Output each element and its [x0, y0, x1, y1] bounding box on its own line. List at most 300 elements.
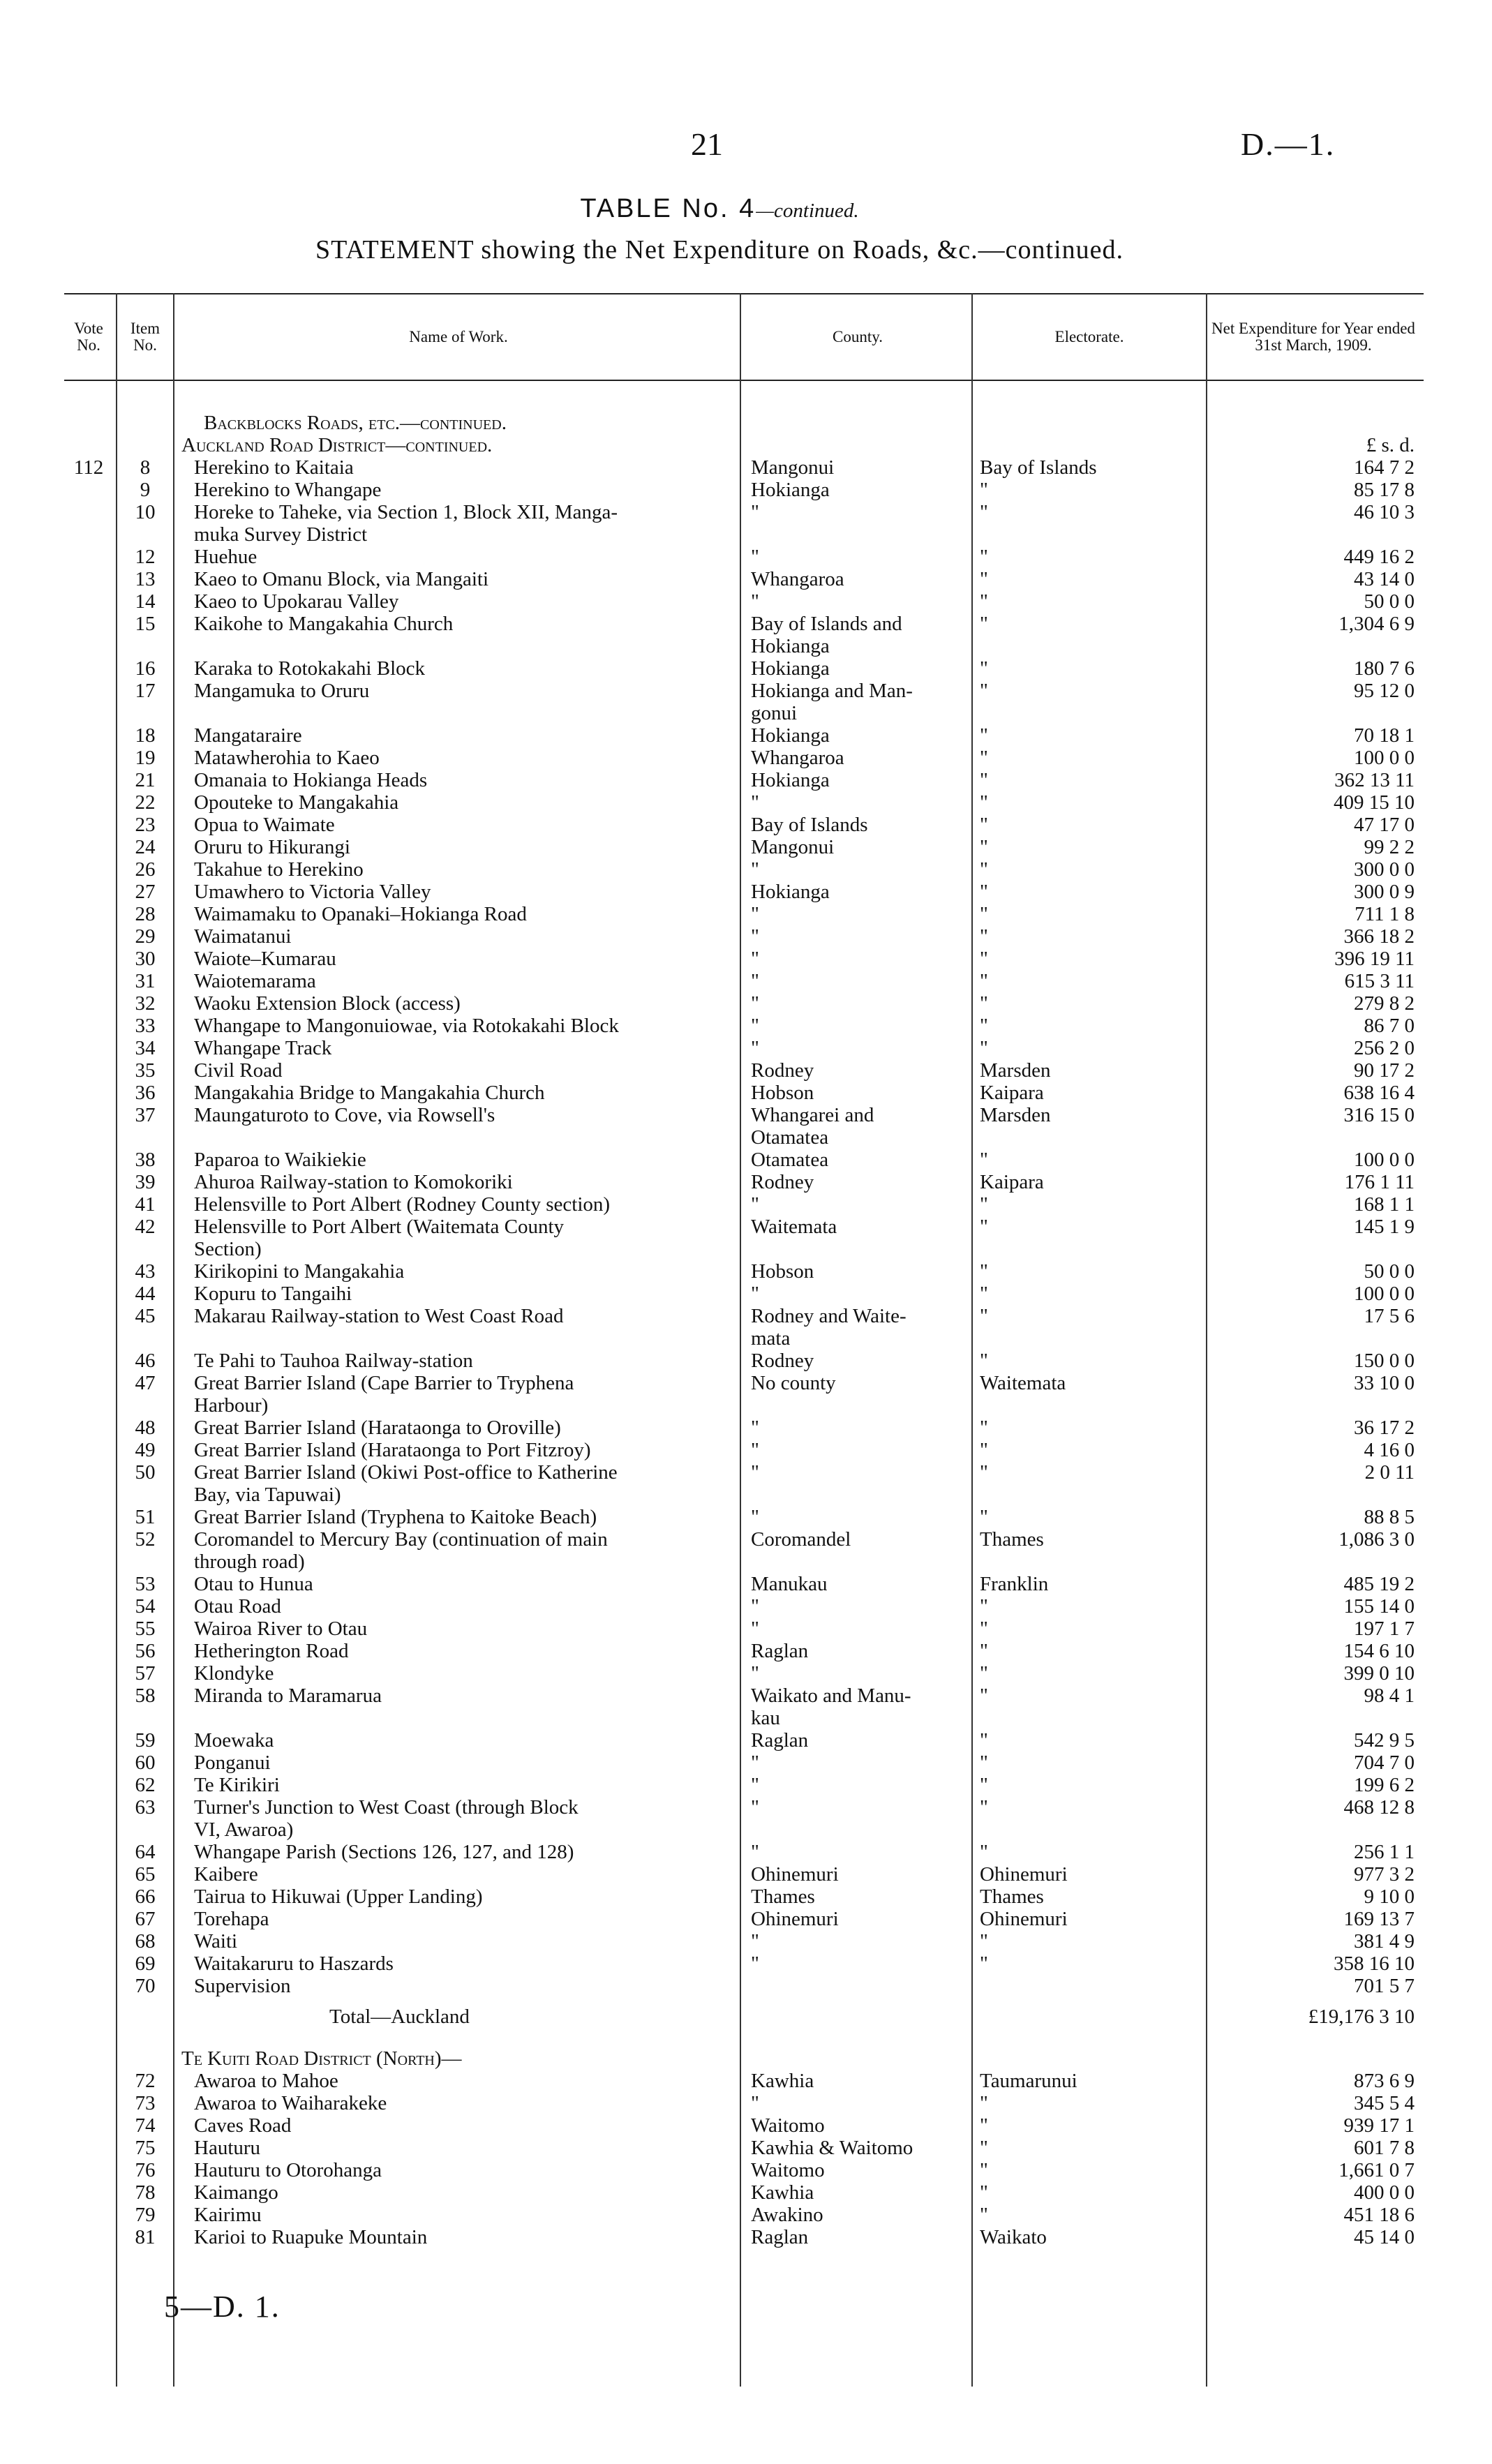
cell-name: Great Barrier Island (Cape Barrier to Tryphena	[194, 1372, 574, 1394]
cell-county: "	[751, 948, 759, 970]
cell-name: Herekino to Whangape	[194, 479, 382, 501]
cell-amount: 150 0 0	[1354, 1350, 1415, 1372]
cell-county: "	[751, 1417, 759, 1439]
cell-electorate: Thames	[980, 1886, 1044, 1908]
table-row	[64, 523, 1424, 546]
cell-amount: 17 5 6	[1364, 1305, 1415, 1327]
cell-item: 70	[135, 1975, 156, 1997]
table-row	[64, 858, 1424, 881]
table-row	[64, 1506, 1424, 1528]
cell-item: 43	[135, 1260, 156, 1283]
cell-item: 37	[135, 1104, 156, 1126]
cell-amount: 1,304 6 9	[1338, 613, 1415, 635]
table-header	[64, 293, 1424, 381]
cell-electorate: "	[980, 1752, 988, 1774]
section-heading-tekuiti: Te Kuiti Road District (North)—	[181, 2047, 462, 2070]
cell-amount: 4 16 0	[1364, 1439, 1415, 1461]
table-row	[64, 1149, 1424, 1171]
table-row	[64, 1104, 1424, 1126]
cell-item: 72	[135, 2070, 156, 2092]
table-row	[64, 501, 1424, 523]
cell-item: 10	[135, 501, 156, 523]
table-row	[64, 1930, 1424, 1952]
cell-county: Whangarei and	[751, 1104, 874, 1126]
cell-name: Horeke to Taheke, via Section 1, Block XII, Manga-	[194, 501, 618, 523]
cell-name: Herekino to Kaitaia	[194, 456, 354, 479]
cell-item: 31	[135, 970, 156, 992]
cell-electorate: "	[980, 546, 988, 568]
table-subtitle: STATEMENT showing the Net Expenditure on Roads, &c.—continued.	[315, 235, 1124, 264]
table-row	[64, 1283, 1424, 1305]
cell-electorate: "	[980, 1439, 988, 1461]
footer-reference: 5—D. 1.	[164, 2290, 281, 2324]
cell-name: Civil Road	[194, 1059, 283, 1082]
cell-item: 53	[135, 1573, 156, 1595]
table-row	[64, 948, 1424, 970]
cell-name: Huehue	[194, 546, 258, 568]
cell-electorate: "	[980, 724, 988, 747]
table-row	[64, 1618, 1424, 1640]
cell-name: Omanaia to Hokianga Heads	[194, 769, 428, 791]
cell-name: Torehapa	[194, 1908, 269, 1930]
cell-county: Hokianga	[751, 635, 830, 657]
cell-county: Whangaroa	[751, 568, 844, 590]
cell-item: 9	[140, 479, 151, 501]
table-row	[64, 1260, 1424, 1283]
cell-amount: 701 5 7	[1354, 1975, 1415, 1997]
cell-amount: 977 3 2	[1354, 1863, 1415, 1886]
cell-name: Ahuroa Railway-station to Komokoriki	[194, 1171, 513, 1193]
table-row	[64, 1752, 1424, 1774]
table-row	[64, 2092, 1424, 2114]
cell-name: Waimatanui	[194, 925, 292, 948]
cell-electorate: "	[980, 1015, 988, 1037]
cell-amount: 155 14 0	[1343, 1595, 1415, 1618]
header-county: County.	[833, 328, 883, 345]
cell-amount: 85 17 8	[1354, 479, 1415, 501]
table-row	[64, 769, 1424, 791]
cell-county: "	[751, 2092, 759, 2114]
cell-name: Paparoa to Waikiekie	[194, 1149, 366, 1171]
cell-electorate: "	[980, 2181, 988, 2204]
cell-item: 51	[135, 1506, 156, 1528]
cell-name: Helensville to Port Albert (Waitemata County	[194, 1216, 565, 1238]
table-row	[64, 791, 1424, 814]
table-row	[64, 1015, 1424, 1037]
cell-name: Waiti	[194, 1930, 238, 1952]
table-row	[64, 702, 1424, 724]
cell-electorate: "	[980, 858, 988, 881]
table-row	[64, 1685, 1424, 1707]
cell-item: 15	[135, 613, 156, 635]
cell-amount: 300 0 0	[1354, 858, 1415, 881]
cell-amount: 46 10 3	[1354, 501, 1415, 523]
cell-county: No county	[751, 1372, 836, 1394]
cell-item: 67	[135, 1908, 156, 1930]
cell-item: 8	[140, 456, 151, 479]
cell-electorate: "	[980, 1149, 988, 1171]
table-row	[64, 2204, 1424, 2226]
table-row	[64, 590, 1424, 613]
cell-item: 49	[135, 1439, 156, 1461]
cell-county: Waitomo	[751, 2114, 825, 2137]
cell-name: Turner's Junction to West Coast (through Block	[194, 1796, 579, 1819]
cell-county: Whangaroa	[751, 747, 844, 769]
cell-county: "	[751, 1595, 759, 1618]
cell-amount: 542 9 5	[1354, 1729, 1415, 1752]
table-row	[64, 1796, 1424, 1819]
cell-name: Helensville to Port Albert (Rodney County section)	[194, 1193, 611, 1216]
table-row	[64, 2114, 1424, 2137]
cell-county: "	[751, 590, 759, 613]
cell-electorate: "	[980, 1037, 988, 1059]
cell-amount: 300 0 9	[1354, 881, 1415, 903]
cell-county: "	[751, 1193, 759, 1216]
total-row	[64, 2006, 1424, 2028]
header-vote: Vote No.	[74, 320, 103, 354]
cell-item: 38	[135, 1149, 156, 1171]
cell-name: Te Pahi to Tauhoa Railway-station	[194, 1350, 473, 1372]
table-title-main: TABLE No. 4	[580, 194, 756, 223]
currency-units: £ s. d.	[1366, 434, 1415, 456]
table-row	[64, 1729, 1424, 1752]
table-row	[64, 1126, 1424, 1149]
cell-county: "	[751, 1774, 759, 1796]
cell-amount: 45 14 0	[1354, 2226, 1415, 2248]
cell-name: Kaeo to Omanu Block, via Mangaiti	[194, 568, 489, 590]
cell-name: Kopuru to Tangaihi	[194, 1283, 352, 1305]
cell-county: Hokianga	[751, 479, 830, 501]
cell-amount: 366 18 2	[1343, 925, 1415, 948]
cell-electorate: Franklin	[980, 1573, 1049, 1595]
cell-item: 52	[135, 1528, 156, 1551]
cell-electorate: "	[980, 814, 988, 836]
cell-county: "	[751, 1461, 759, 1484]
cell-name: Great Barrier Island (Okiwi Post-office to Katherine	[194, 1461, 618, 1484]
table-row	[64, 1908, 1424, 1930]
cell-vote: 112	[73, 456, 104, 479]
cell-name: Mangakahia Bridge to Mangakahia Church	[194, 1082, 545, 1104]
cell-item: 59	[135, 1729, 156, 1752]
table-row	[64, 1037, 1424, 1059]
cell-item: 24	[135, 836, 156, 858]
cell-county: Waitomo	[751, 2159, 825, 2181]
cell-amount: 100 0 0	[1354, 747, 1415, 769]
cell-county: "	[751, 501, 759, 523]
cell-electorate: "	[980, 613, 988, 635]
cell-item: 29	[135, 925, 156, 948]
section-heading-auckland: Auckland Road District—continued. £ s. d.	[181, 434, 1415, 456]
cell-electorate: "	[980, 501, 988, 523]
cell-name: Opua to Waimate	[194, 814, 335, 836]
cell-amount: 2 0 11	[1364, 1461, 1415, 1484]
cell-electorate: Marsden	[980, 1059, 1051, 1082]
cell-name: Waoku Extension Block (access)	[194, 992, 461, 1015]
cell-item: 54	[135, 1595, 156, 1618]
cell-name: Awaroa to Waiharakeke	[194, 2092, 387, 2114]
cell-name: Whangape Parish (Sections 126, 127, and 128)	[194, 1841, 574, 1863]
cell-county: Raglan	[751, 1640, 809, 1662]
cell-electorate: "	[980, 2159, 988, 2181]
cell-item: 39	[135, 1171, 156, 1193]
cell-county: "	[751, 1952, 759, 1975]
table-row	[64, 1484, 1424, 1506]
header-item: Item No.	[130, 320, 161, 354]
cell-amount: 169 13 7	[1343, 1908, 1415, 1930]
cell-electorate: "	[980, 1685, 988, 1707]
cell-electorate: "	[980, 2137, 988, 2159]
cell-electorate: "	[980, 1841, 988, 1863]
cell-item: 57	[135, 1662, 156, 1685]
total-amount: £19,176 3 10	[1308, 2006, 1415, 2028]
cell-amount: 95 12 0	[1354, 680, 1415, 702]
cell-name: through road)	[194, 1551, 305, 1573]
table-row	[64, 1082, 1424, 1104]
cell-name: Kaeo to Upokarau Valley	[194, 590, 399, 613]
table-row	[64, 814, 1424, 836]
table-row	[64, 1461, 1424, 1484]
cell-name: Miranda to Maramarua	[194, 1685, 382, 1707]
cell-county: Waikato and Manu-	[751, 1685, 911, 1707]
cell-name: Hauturu to Otorohanga	[194, 2159, 382, 2181]
cell-county: Rodney	[751, 1059, 814, 1082]
table-row	[64, 1707, 1424, 1729]
cell-electorate: "	[980, 836, 988, 858]
cell-name: Karioi to Ruapuke Mountain	[194, 2226, 428, 2248]
cell-amount: 100 0 0	[1354, 1283, 1415, 1305]
cell-item: 12	[135, 546, 156, 568]
cell-county: "	[751, 1439, 759, 1461]
cell-county: "	[751, 1618, 759, 1640]
cell-county: "	[751, 1930, 759, 1952]
cell-electorate: "	[980, 1729, 988, 1752]
cell-county: Mangonui	[751, 456, 835, 479]
cell-item: 56	[135, 1640, 156, 1662]
cell-name: Wairoa River to Otau	[194, 1618, 368, 1640]
cell-name: Caves Road	[194, 2114, 292, 2137]
cell-amount: 873 6 9	[1354, 2070, 1415, 2092]
cell-item: 16	[135, 657, 156, 680]
cell-name: Matawherohia to Kaeo	[194, 747, 380, 769]
cell-name: Mangamuka to Oruru	[194, 680, 370, 702]
table-row	[64, 680, 1424, 702]
cell-amount: 381 4 9	[1354, 1930, 1415, 1952]
cell-item: 35	[135, 1059, 156, 1082]
cell-amount: 199 6 2	[1354, 1774, 1415, 1796]
total-label: Total—Auckland	[329, 2006, 470, 2028]
cell-electorate: "	[980, 1417, 988, 1439]
cell-item: 22	[135, 791, 156, 814]
cell-amount: 485 19 2	[1343, 1573, 1415, 1595]
table-row	[64, 903, 1424, 925]
table-row	[64, 479, 1424, 501]
cell-name: Hetherington Road	[194, 1640, 349, 1662]
cell-county: Hokianga	[751, 657, 830, 680]
cell-name: muka Survey District	[194, 523, 368, 546]
cell-item: 79	[135, 2204, 156, 2226]
cell-county: "	[751, 970, 759, 992]
cell-county: "	[751, 791, 759, 814]
cell-electorate: "	[980, 1305, 988, 1327]
cell-county: Rodney and Waite-	[751, 1305, 907, 1327]
cell-electorate: "	[980, 1595, 988, 1618]
cell-electorate: "	[980, 948, 988, 970]
cell-item: 62	[135, 1774, 156, 1796]
cell-county: "	[751, 546, 759, 568]
cell-amount: 711 1 8	[1355, 903, 1415, 925]
cell-item: 58	[135, 1685, 156, 1707]
cell-electorate: "	[980, 881, 988, 903]
table-row	[64, 1327, 1424, 1350]
cell-item: 17	[135, 680, 156, 702]
cell-electorate: Thames	[980, 1528, 1044, 1551]
cell-electorate: Marsden	[980, 1104, 1051, 1126]
cell-county: Raglan	[751, 2226, 809, 2248]
cell-electorate: "	[980, 568, 988, 590]
cell-electorate: Taumarunui	[980, 2070, 1077, 2092]
table-row	[64, 613, 1424, 635]
cell-amount: 1,661 0 7	[1338, 2159, 1415, 2181]
cell-electorate: "	[980, 1618, 988, 1640]
cell-amount: 939 17 1	[1343, 2114, 1415, 2137]
table-row	[64, 1193, 1424, 1216]
cell-item: 76	[135, 2159, 156, 2181]
cell-electorate: "	[980, 769, 988, 791]
table-row	[64, 1640, 1424, 1662]
cell-amount: 70 18 1	[1354, 724, 1415, 747]
cell-item: 44	[135, 1283, 156, 1305]
cell-name: Tairua to Hikuwai (Upper Landing)	[194, 1886, 483, 1908]
cell-name: Kaikohe to Mangakahia Church	[194, 613, 454, 635]
cell-county: "	[751, 992, 759, 1015]
cell-county: Bay of Islands and	[751, 613, 902, 635]
cell-amount: 145 1 9	[1354, 1216, 1415, 1238]
cell-item: 32	[135, 992, 156, 1015]
cell-name: Maungaturoto to Cove, via Rowsell's	[194, 1104, 495, 1126]
cell-amount: 168 1 1	[1354, 1193, 1415, 1216]
cell-electorate: Ohinemuri	[980, 1908, 1068, 1930]
cell-item: 18	[135, 724, 156, 747]
cell-amount: 50 0 0	[1364, 590, 1415, 613]
cell-name: Kairimu	[194, 2204, 262, 2226]
cell-item: 34	[135, 1037, 156, 1059]
cell-name: VI, Awaroa)	[194, 1819, 294, 1841]
cell-electorate: "	[980, 992, 988, 1015]
cell-name: Kaimango	[194, 2181, 278, 2204]
cell-amount: 601 7 8	[1354, 2137, 1415, 2159]
cell-county: Manukau	[751, 1573, 828, 1595]
cell-item: 47	[135, 1372, 156, 1394]
cell-county: Kawhia & Waitomo	[751, 2137, 913, 2159]
cell-name: Great Barrier Island (Harataonga to Oroville)	[194, 1417, 561, 1439]
cell-electorate: "	[980, 1774, 988, 1796]
cell-amount: 197 1 7	[1354, 1618, 1415, 1640]
cell-electorate: "	[980, 590, 988, 613]
cell-electorate: "	[980, 1193, 988, 1216]
cell-item: 69	[135, 1952, 156, 1975]
cell-electorate: "	[980, 1952, 988, 1975]
cell-amount: 100 0 0	[1354, 1149, 1415, 1171]
cell-item: 41	[135, 1193, 156, 1216]
cell-name: Makarau Railway-station to West Coast Road	[194, 1305, 564, 1327]
header-name: Name of Work.	[409, 328, 508, 345]
cell-amount: 180 7 6	[1354, 657, 1415, 680]
cell-name: Waimamaku to Opanaki–Hokianga Road	[194, 903, 527, 925]
table-row	[64, 568, 1424, 590]
cell-county: Ohinemuri	[751, 1908, 839, 1930]
cell-name: Section)	[194, 1238, 262, 1260]
cell-name: Oruru to Hikurangi	[194, 836, 350, 858]
cell-name: Klondyke	[194, 1662, 274, 1685]
table-row	[64, 992, 1424, 1015]
cell-electorate: "	[980, 1216, 988, 1238]
cell-name: Umawhero to Victoria Valley	[194, 881, 431, 903]
cell-name: Te Kirikiri	[194, 1774, 280, 1796]
cell-name: Coromandel to Mercury Bay (continuation of main	[194, 1528, 608, 1551]
cell-name: Great Barrier Island (Tryphena to Kaitoke Beach)	[194, 1506, 597, 1528]
cell-item: 21	[135, 769, 156, 791]
table-row	[64, 546, 1424, 568]
cell-name: Supervision	[194, 1975, 291, 1997]
table-row	[64, 1662, 1424, 1685]
cell-name: Great Barrier Island (Harataonga to Port Fitzroy)	[194, 1439, 591, 1461]
cell-county: Mangonui	[751, 836, 835, 858]
table-row	[64, 2070, 1424, 2092]
cell-county: Awakino	[751, 2204, 823, 2226]
cell-county: "	[751, 1037, 759, 1059]
cell-name: Whangape to Mangonuiowae, via Rotokakahi Block	[194, 1015, 619, 1037]
cell-amount: 43 14 0	[1354, 568, 1415, 590]
cell-name: Otau Road	[194, 1595, 281, 1618]
cell-county: "	[751, 925, 759, 948]
cell-electorate: Bay of Islands	[980, 456, 1097, 479]
cell-electorate: "	[980, 1350, 988, 1372]
table-row	[64, 1394, 1424, 1417]
cell-item: 50	[135, 1461, 156, 1484]
cell-item: 60	[135, 1752, 156, 1774]
cell-item: 66	[135, 1886, 156, 1908]
cell-electorate: "	[980, 1796, 988, 1819]
cell-name: Otau to Hunua	[194, 1573, 313, 1595]
cell-name: Takahue to Herekino	[194, 858, 364, 881]
cell-county: Hobson	[751, 1082, 814, 1104]
table-row	[64, 1417, 1424, 1439]
cell-county: Ohinemuri	[751, 1863, 839, 1886]
cell-item: 46	[135, 1350, 156, 1372]
cell-item: 55	[135, 1618, 156, 1640]
cell-name: Bay, via Tapuwai)	[194, 1484, 341, 1506]
cell-item: 81	[135, 2226, 156, 2248]
cell-name: Kirikopini to Mangakahia	[194, 1260, 405, 1283]
cell-county: Hokianga and Man-	[751, 680, 913, 702]
table-title-continued: —continued.	[756, 200, 859, 222]
section-heading-backblocks: Backblocks Roads, etc.—continued.	[204, 412, 507, 434]
table-row	[64, 724, 1424, 747]
cell-electorate: "	[980, 1283, 988, 1305]
cell-electorate: "	[980, 1260, 988, 1283]
cell-item: 42	[135, 1216, 156, 1238]
cell-electorate: "	[980, 1662, 988, 1685]
table-row	[64, 1595, 1424, 1618]
table-row	[64, 1551, 1424, 1573]
cell-item: 13	[135, 568, 156, 590]
cell-amount: 98 4 1	[1364, 1685, 1415, 1707]
cell-electorate: "	[980, 925, 988, 948]
cell-electorate: "	[980, 2114, 988, 2137]
cell-amount: 176 1 11	[1344, 1171, 1415, 1193]
cell-county: Hobson	[751, 1260, 814, 1283]
cell-amount: 99 2 2	[1364, 836, 1415, 858]
